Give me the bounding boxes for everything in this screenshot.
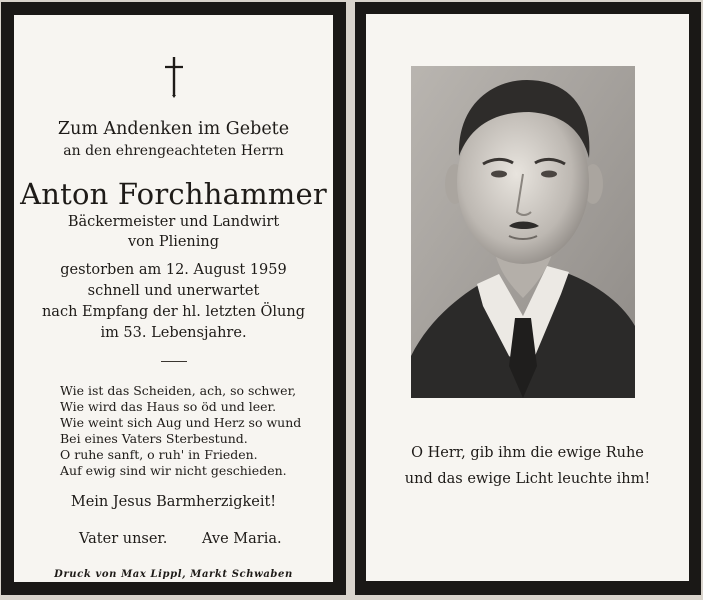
divider	[14, 361, 333, 363]
poem-line: O ruhe sanft, o ruh' in Frieden.	[60, 447, 258, 462]
poem-line: Auf ewig sind wir nicht geschieden.	[60, 463, 287, 478]
invocation: Mein Jesus Barmherzigkeit!	[70, 494, 277, 510]
occupation: Bäckermeister und Landwirt	[67, 214, 280, 230]
portrait-photo	[411, 66, 635, 398]
card-right-paper	[366, 14, 689, 581]
prayer-line-2: und das ewige Licht leuchte ihm!	[404, 471, 651, 487]
prayer-ave-maria: Ave Maria.	[202, 531, 282, 547]
poem-line: Wie wird das Haus so öd und leer.	[60, 399, 277, 414]
memorial-heading: Zum Andenken im Gebete	[57, 119, 290, 139]
poem-line: Bei eines Vaters Sterbestund.	[60, 431, 248, 446]
age-line: im 53. Lebensjahre.	[100, 325, 247, 341]
printer-credit: Druck von Max Lippl, Markt Schwaben	[54, 569, 293, 580]
poem-line: Wie weint sich Aug und Herz so wund	[60, 415, 302, 430]
prayer-line-1: O Herr, gib ihm die ewige Ruhe	[411, 445, 644, 461]
memorial-card-left	[1, 2, 346, 595]
death-date: gestorben am 12. August 1959	[60, 262, 287, 278]
sacrament-line: nach Empfang der hl. letzten Ölung	[41, 304, 306, 320]
origin: von Pliening	[127, 234, 220, 250]
memorial-card-right	[355, 2, 701, 595]
prayer-vater-unser: Vater unser.	[79, 531, 168, 547]
death-detail: schnell und unerwartet	[87, 283, 260, 299]
deceased-name: Anton Forchhammer	[20, 177, 327, 211]
cross-icon	[14, 55, 333, 99]
memorial-subheading: an den ehrengeachteten Herrn	[63, 143, 284, 159]
poem	[60, 383, 301, 479]
card-left-paper	[14, 15, 333, 582]
poem-line: Wie ist das Scheiden, ach, so schwer,	[60, 383, 297, 398]
